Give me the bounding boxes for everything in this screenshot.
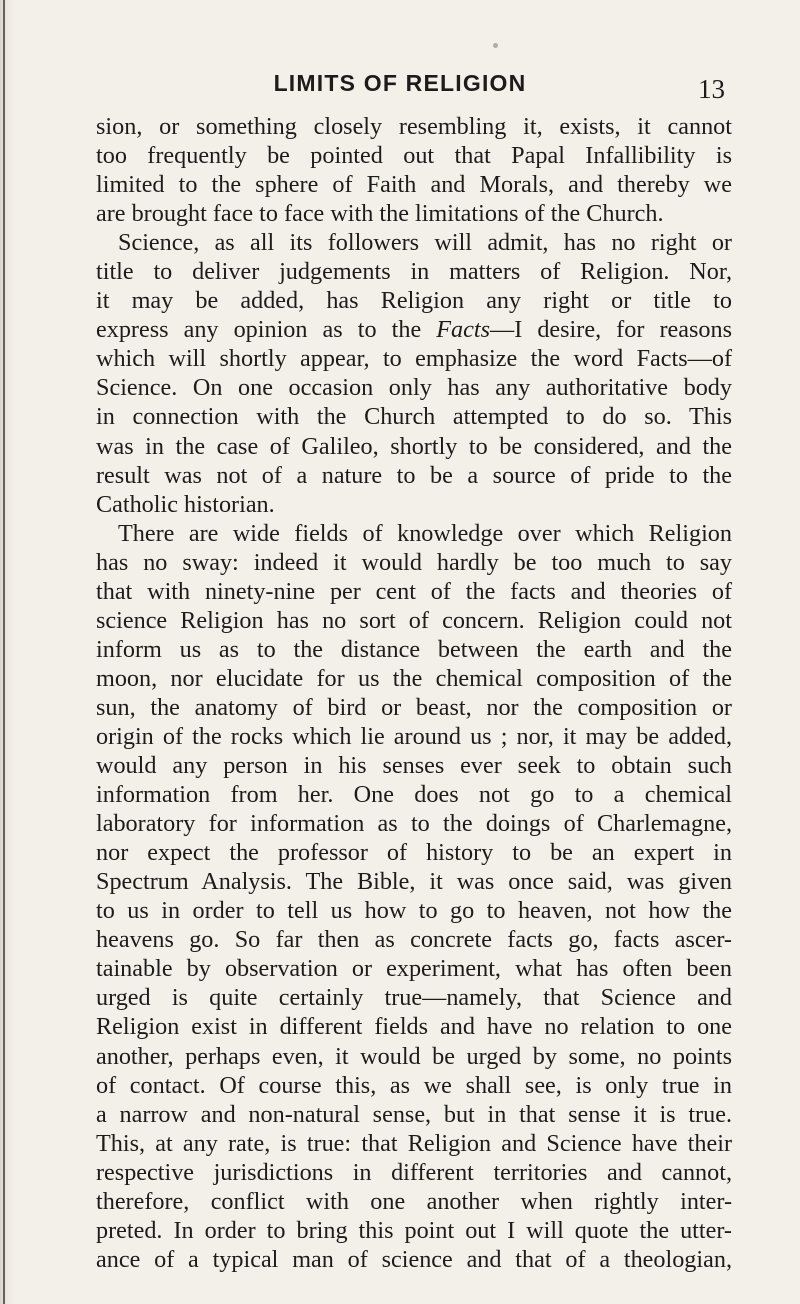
text-line: of contact. Of course this, as we shall see, is only true in — [96, 1071, 732, 1099]
text-line: Science. On one occasion only has any authoritative body — [96, 374, 732, 402]
text-line: respective jurisdictions in different territories and cannot, — [96, 1158, 732, 1186]
text-line: express any opinion as to the Facts—I desire, for reasons — [96, 316, 732, 344]
text-line: result was not of a nature to be a source of pride to the — [96, 461, 732, 489]
text-line: too frequently be pointed out that Papal Infallibility is — [96, 142, 732, 170]
text-line: There are wide fields of knowledge over which Religion — [118, 519, 732, 547]
text-line: origin of the rocks which lie around us ; nor, it may be added, — [96, 722, 732, 750]
text-line: was in the case of Galileo, shortly to be considered, and the — [96, 432, 732, 460]
text-line: sion, or something closely resembling it, exists, it cannot — [96, 113, 732, 140]
text-line: nor expect the professor of history to be an expert in — [96, 839, 732, 867]
text-line: in connection with the Church attempted to do so. This — [96, 403, 732, 431]
text-line: ance of a typical man of science and that of a theologian, — [96, 1245, 732, 1273]
text-line: science Religion has no sort of concern. Religion could not — [96, 606, 732, 634]
text-line: has no sway: indeed it would hardly be too much to say — [96, 548, 732, 576]
text-line: laboratory for information as to the doings of Charlemagne, — [96, 810, 732, 838]
text-line: which will shortly appear, to emphasize the word Facts—of — [96, 345, 732, 373]
text-line: are brought face to face with the limitations of the Church. — [96, 200, 664, 228]
text-line: heavens go. So far then as concrete facts go, facts ascer- — [96, 926, 732, 954]
text-line: another, perhaps even, it would be urged by some, no points — [96, 1042, 732, 1070]
ink-speck — [493, 43, 498, 48]
text-line: urged is quite certainly true—namely, that Science and — [96, 984, 732, 1012]
binding-edge-line — [3, 0, 5, 1304]
text-line: therefore, conflict with one another when rightly inter- — [96, 1187, 732, 1215]
body-text — [96, 112, 732, 1274]
text-line: it may be added, has Religion any right or title to — [96, 287, 732, 315]
text-line: to us in order to tell us how to go to heaven, not how the — [96, 897, 732, 925]
text-line: would any person in his senses ever seek to obtain such — [96, 752, 732, 780]
text-line: a narrow and non-natural sense, but in that sense it is true. — [96, 1100, 732, 1128]
text-line: Spectrum Analysis. The Bible, it was once said, was given — [96, 868, 732, 896]
text-line: title to deliver judgements in matters of Religion. Nor, — [96, 258, 732, 286]
text-line: that with ninety-nine per cent of the facts and theories of — [96, 577, 732, 605]
text-line: This, at any rate, is true: that Religion and Science have their — [96, 1129, 732, 1157]
text-line: Catholic historian. — [96, 490, 275, 518]
text-line: sun, the anatomy of bird or beast, nor the composition or — [96, 693, 732, 721]
page-number: 13 — [698, 74, 725, 104]
text-line: preted. In order to bring this point out I will quote the utter- — [96, 1216, 732, 1244]
text-line: Religion exist in different fields and have no relation to one — [96, 1013, 732, 1041]
text-line: tainable by observation or experiment, what has often been — [96, 955, 732, 983]
running-head — [70, 70, 730, 110]
text-line: limited to the sphere of Faith and Morals, and thereby we — [96, 171, 732, 199]
text-line: Science, as all its followers will admit, has no right or — [118, 229, 732, 257]
text-line: information from her. One does not go to a chemical — [96, 781, 732, 809]
text-line: moon, nor elucidate for us the chemical composition of the — [96, 664, 732, 692]
running-title: LIMITS OF RELIGION — [273, 70, 527, 96]
text-line: inform us as to the distance between the earth and the — [96, 635, 732, 663]
